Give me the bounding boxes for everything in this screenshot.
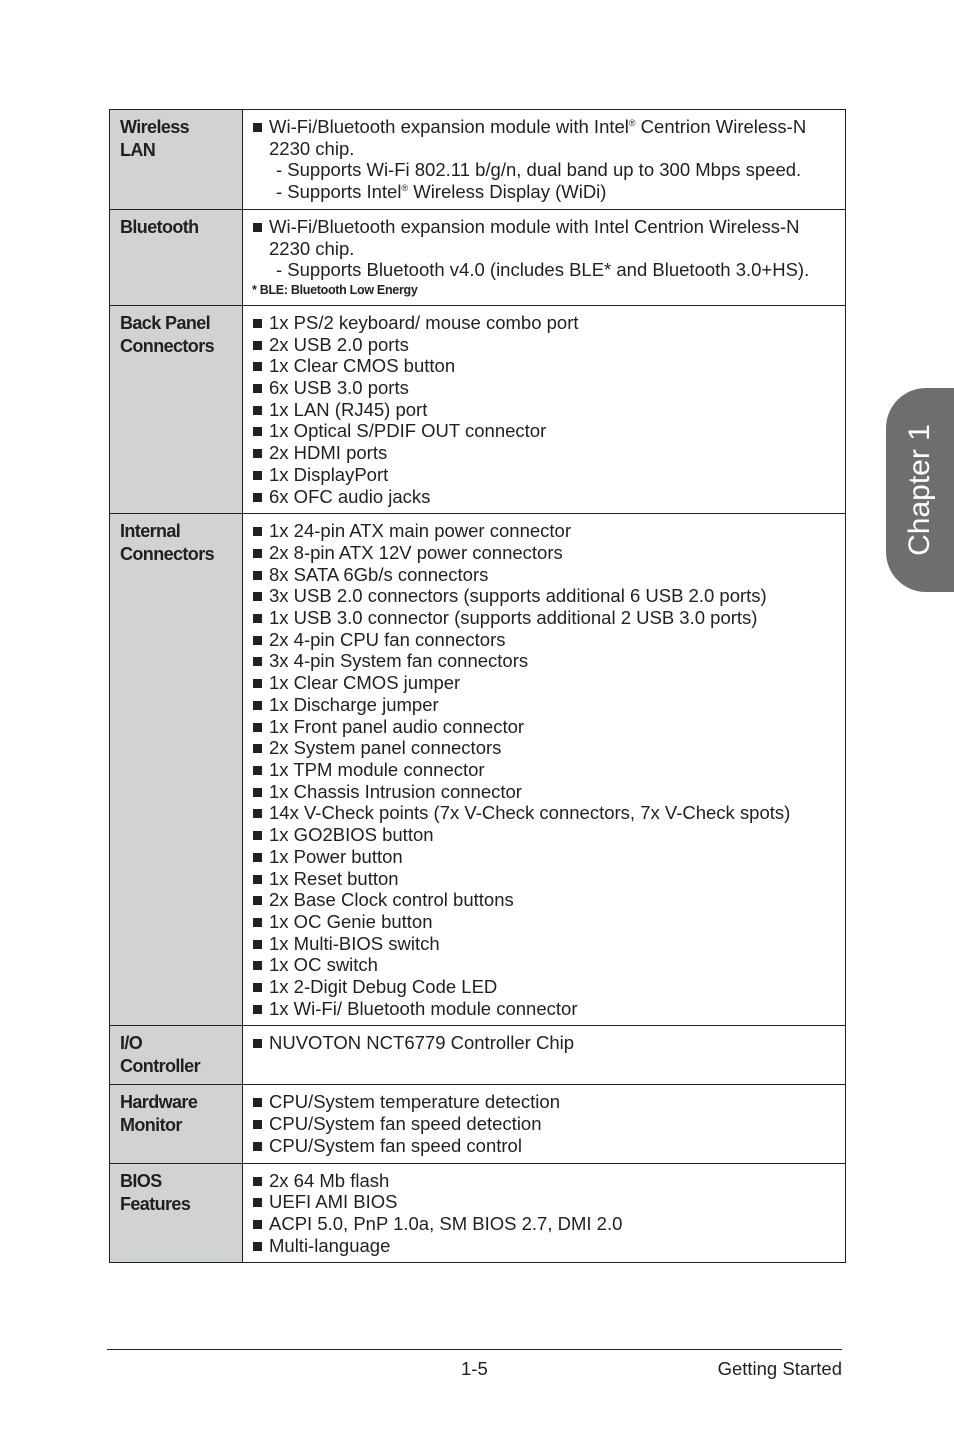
spec-item-text: ACPI 5.0, PnP 1.0a, SM BIOS 2.7, DMI 2.0 — [269, 1212, 623, 1234]
spec-item-text: 1x Front panel audio connector — [269, 715, 525, 737]
spec-list-item — [252, 520, 831, 542]
spec-row — [110, 1163, 846, 1263]
square-bullet-icon — [253, 679, 262, 688]
square-bullet-icon — [253, 1198, 262, 1207]
text-segment: - Supports Wi-Fi 802.11 b/g/n, dual band up to 300 Mbps speed. — [276, 159, 802, 181]
spec-item-text: CPU/System fan speed control — [269, 1134, 522, 1156]
spec-list-item — [252, 629, 831, 651]
spec-list-item — [252, 442, 831, 464]
spec-list-item — [252, 954, 831, 976]
square-bullet-icon — [253, 471, 262, 480]
text-segment: 2230 chip. — [269, 137, 355, 159]
spec-content-cell — [243, 1085, 846, 1163]
spec-item-line — [269, 138, 831, 160]
spec-label-cell — [110, 1026, 243, 1085]
spec-list-item — [252, 216, 831, 259]
spec-footnote: * BLE: Bluetooth Low Energy — [252, 282, 418, 297]
spec-item-text: 1x USB 3.0 connector (supports additional 2 USB 3.0 ports) — [269, 607, 758, 629]
spec-content-cell — [243, 305, 846, 513]
registered-mark: ® — [628, 117, 636, 128]
spec-label-cell — [110, 110, 243, 210]
square-bullet-icon — [253, 744, 262, 753]
spec-sub-item — [252, 159, 831, 181]
spec-item-text: 1x DisplayPort — [269, 463, 389, 485]
square-bullet-icon — [253, 123, 262, 132]
spec-item-text: 1x LAN (RJ45) port — [269, 398, 428, 420]
spec-label-line: Monitor — [120, 1115, 182, 1136]
spec-label-line: Back Panel — [120, 312, 211, 333]
square-bullet-icon — [253, 384, 262, 393]
square-bullet-icon — [253, 853, 262, 862]
square-bullet-icon — [253, 341, 262, 350]
footer-divider — [107, 1349, 842, 1350]
chapter-tab-label: Chapter 1 — [903, 424, 936, 556]
spec-item-text: 8x SATA 6Gb/s connectors — [269, 563, 489, 585]
spec-list-item — [252, 312, 831, 334]
spec-row — [110, 305, 846, 513]
spec-list-item — [252, 781, 831, 803]
spec-item-text: 2x Base Clock control buttons — [269, 889, 514, 911]
spec-list-item — [252, 1213, 831, 1235]
spec-item-text: 1x Clear CMOS button — [269, 355, 456, 377]
spec-list-item — [252, 824, 831, 846]
spec-label-cell — [110, 305, 243, 513]
spec-item-text: 1x Wi-Fi/ Bluetooth module connector — [269, 997, 578, 1019]
spec-list-item — [252, 116, 831, 159]
spec-item-text: 2x System panel connectors — [269, 737, 502, 759]
spec-item-text: 2x HDMI ports — [269, 442, 388, 464]
spec-list-item — [252, 464, 831, 486]
spec-list-item — [252, 933, 831, 955]
spec-label-line: Connectors — [120, 544, 215, 565]
spec-list-item — [252, 1235, 831, 1257]
spec-sub-item — [252, 259, 831, 281]
spec-item-text: 1x Chassis Intrusion connector — [269, 780, 522, 802]
registered-mark: ® — [401, 182, 409, 193]
spec-label-line: Connectors — [120, 335, 215, 356]
text-segment: Wi-Fi/Bluetooth expansion module with Intel — [269, 116, 629, 137]
text-segment: Centrion Wireless-N — [635, 116, 807, 137]
square-bullet-icon — [253, 406, 262, 415]
spec-row — [110, 110, 846, 210]
spec-list-item — [252, 868, 831, 890]
spec-item-text: 1x PS/2 keyboard/ mouse combo port — [269, 311, 579, 333]
spec-label-line: I/O — [120, 1033, 143, 1054]
square-bullet-icon — [253, 449, 262, 458]
square-bullet-icon — [253, 918, 262, 927]
spec-label-line: Controller — [120, 1056, 201, 1077]
spec-list-item — [252, 355, 831, 377]
spec-list-item — [252, 737, 831, 759]
spec-item-text: CPU/System temperature detection — [269, 1091, 560, 1113]
spec-item-text: 6x OFC audio jacks — [269, 485, 431, 507]
spec-list-item — [252, 976, 831, 998]
square-bullet-icon — [253, 427, 262, 436]
spec-list-item — [252, 1170, 831, 1192]
spec-label-line: Internal — [120, 521, 181, 542]
spec-row — [110, 209, 846, 305]
spec-item-text: CPU/System fan speed detection — [269, 1113, 542, 1135]
square-bullet-icon — [253, 1142, 262, 1151]
spec-item-text: 1x GO2BIOS button — [269, 824, 434, 846]
spec-content-cell — [243, 209, 846, 305]
square-bullet-icon — [253, 961, 262, 970]
square-bullet-icon — [253, 1242, 262, 1251]
square-bullet-icon — [253, 983, 262, 992]
spec-list-item — [252, 486, 831, 508]
square-bullet-icon — [253, 319, 262, 328]
spec-item-text: UEFI AMI BIOS — [269, 1191, 398, 1213]
spec-item-text: 1x TPM module connector — [269, 758, 485, 780]
spec-item-line — [269, 116, 831, 138]
spec-list-item — [252, 334, 831, 356]
spec-row — [110, 1026, 846, 1085]
spec-item-text: 1x Optical S/PDIF OUT connector — [269, 420, 547, 442]
spec-list-item — [252, 1135, 831, 1157]
square-bullet-icon — [253, 223, 262, 232]
spec-list-item — [252, 1113, 831, 1135]
spec-content-cell — [243, 1026, 846, 1085]
spec-list-item — [252, 911, 831, 933]
spec-label-line: Hardware — [120, 1092, 198, 1113]
spec-list-item — [252, 1032, 831, 1054]
spec-item-text: 6x USB 3.0 ports — [269, 377, 409, 399]
spec-list-item — [252, 1091, 831, 1113]
square-bullet-icon — [253, 896, 262, 905]
square-bullet-icon — [253, 1177, 262, 1186]
spec-list-item — [252, 672, 831, 694]
spec-row — [110, 514, 846, 1026]
spec-list-item — [252, 650, 831, 672]
spec-label-line: Bluetooth — [120, 216, 199, 237]
square-bullet-icon — [253, 614, 262, 623]
spec-label-line: BIOS — [120, 1170, 162, 1191]
square-bullet-icon — [253, 788, 262, 797]
spec-list-item — [252, 802, 831, 824]
spec-list-item — [252, 377, 831, 399]
spec-list-item — [252, 694, 831, 716]
text-segment: 2230 chip. — [269, 237, 355, 259]
square-bullet-icon — [253, 723, 262, 732]
chapter-side-tab — [886, 388, 954, 592]
spec-label-line: Wireless — [120, 117, 190, 137]
spec-list-item — [252, 846, 831, 868]
square-bullet-icon — [253, 636, 262, 645]
square-bullet-icon — [253, 1098, 262, 1107]
spec-item-text: 2x 4-pin CPU fan connectors — [269, 628, 506, 650]
spec-list-item — [252, 1191, 831, 1213]
specifications-table — [109, 109, 846, 1263]
spec-item-text: 1x Discharge jumper — [269, 693, 439, 715]
spec-list-item — [252, 399, 831, 421]
spec-item-text: Multi-language — [269, 1234, 391, 1256]
spec-label-line: Features — [120, 1193, 191, 1214]
spec-list-item — [252, 889, 831, 911]
square-bullet-icon — [253, 1120, 262, 1129]
square-bullet-icon — [253, 1005, 262, 1014]
page-number: 1-5 — [461, 1358, 488, 1379]
spec-list-item — [252, 607, 831, 629]
spec-item-text: 3x USB 2.0 connectors (supports additional 6 USB 2.0 ports) — [269, 585, 767, 607]
spec-list-item — [252, 716, 831, 738]
spec-item-line — [269, 238, 831, 260]
spec-sub-item — [252, 181, 831, 203]
spec-item-text: NUVOTON NCT6779 Controller Chip — [269, 1032, 575, 1054]
spec-list-item — [252, 420, 831, 442]
spec-label-cell — [110, 209, 243, 305]
spec-item-text: 2x USB 2.0 ports — [269, 333, 409, 355]
square-bullet-icon — [253, 592, 262, 601]
spec-list-item — [252, 759, 831, 781]
spec-item-text: 1x 24-pin ATX main power connector — [269, 520, 571, 542]
footer-section-title: Getting Started — [717, 1358, 842, 1379]
spec-item-text: 1x Reset button — [269, 867, 399, 889]
spec-content-cell — [243, 1163, 846, 1263]
spec-content-cell — [243, 110, 846, 210]
spec-list-item — [252, 585, 831, 607]
square-bullet-icon — [253, 831, 262, 840]
spec-list-item — [252, 564, 831, 586]
square-bullet-icon — [253, 527, 262, 536]
square-bullet-icon — [253, 809, 262, 818]
spec-label-cell — [110, 514, 243, 1026]
specifications-table-body — [110, 110, 846, 1263]
spec-item-text: 1x Clear CMOS jumper — [269, 672, 461, 694]
spec-item-text: 3x 4-pin System fan connectors — [269, 650, 529, 672]
spec-list-item — [252, 542, 831, 564]
square-bullet-icon — [253, 493, 262, 502]
spec-item-text: 14x V-Check points (7x V-Check connectors, 7x V-Check spots) — [269, 802, 791, 824]
spec-item-text: 1x Multi-BIOS switch — [269, 932, 440, 954]
square-bullet-icon — [253, 571, 262, 580]
square-bullet-icon — [253, 549, 262, 558]
spec-content-cell — [243, 514, 846, 1026]
square-bullet-icon — [253, 362, 262, 371]
spec-item-text: 1x OC Genie button — [269, 910, 433, 932]
text-segment: - Supports Intel — [276, 181, 402, 203]
square-bullet-icon — [253, 875, 262, 884]
square-bullet-icon — [253, 1220, 262, 1229]
square-bullet-icon — [253, 766, 262, 775]
spec-list-item — [252, 998, 831, 1020]
spec-label-cell — [110, 1085, 243, 1163]
spec-item-text: 1x 2-Digit Debug Code LED — [269, 976, 498, 998]
spec-item-text: 2x 8-pin ATX 12V power connectors — [269, 541, 563, 563]
square-bullet-icon — [253, 1039, 262, 1048]
spec-row — [110, 1085, 846, 1163]
square-bullet-icon — [253, 657, 262, 666]
spec-item-text: 1x OC switch — [269, 954, 378, 976]
square-bullet-icon — [253, 701, 262, 710]
square-bullet-icon — [253, 940, 262, 949]
spec-item-text: 2x 64 Mb flash — [269, 1169, 390, 1191]
text-segment: Wi-Fi/Bluetooth expansion module with Intel Centrion Wireless-N — [269, 215, 800, 237]
spec-label-line: LAN — [120, 140, 156, 160]
text-segment: Wireless Display (WiDi) — [408, 181, 607, 203]
spec-item-text: 1x Power button — [269, 845, 403, 867]
spec-label-cell — [110, 1163, 243, 1263]
text-segment: - Supports Bluetooth v4.0 (includes BLE* and Bluetooth 3.0+HS). — [276, 259, 810, 281]
spec-item-line — [269, 216, 831, 238]
